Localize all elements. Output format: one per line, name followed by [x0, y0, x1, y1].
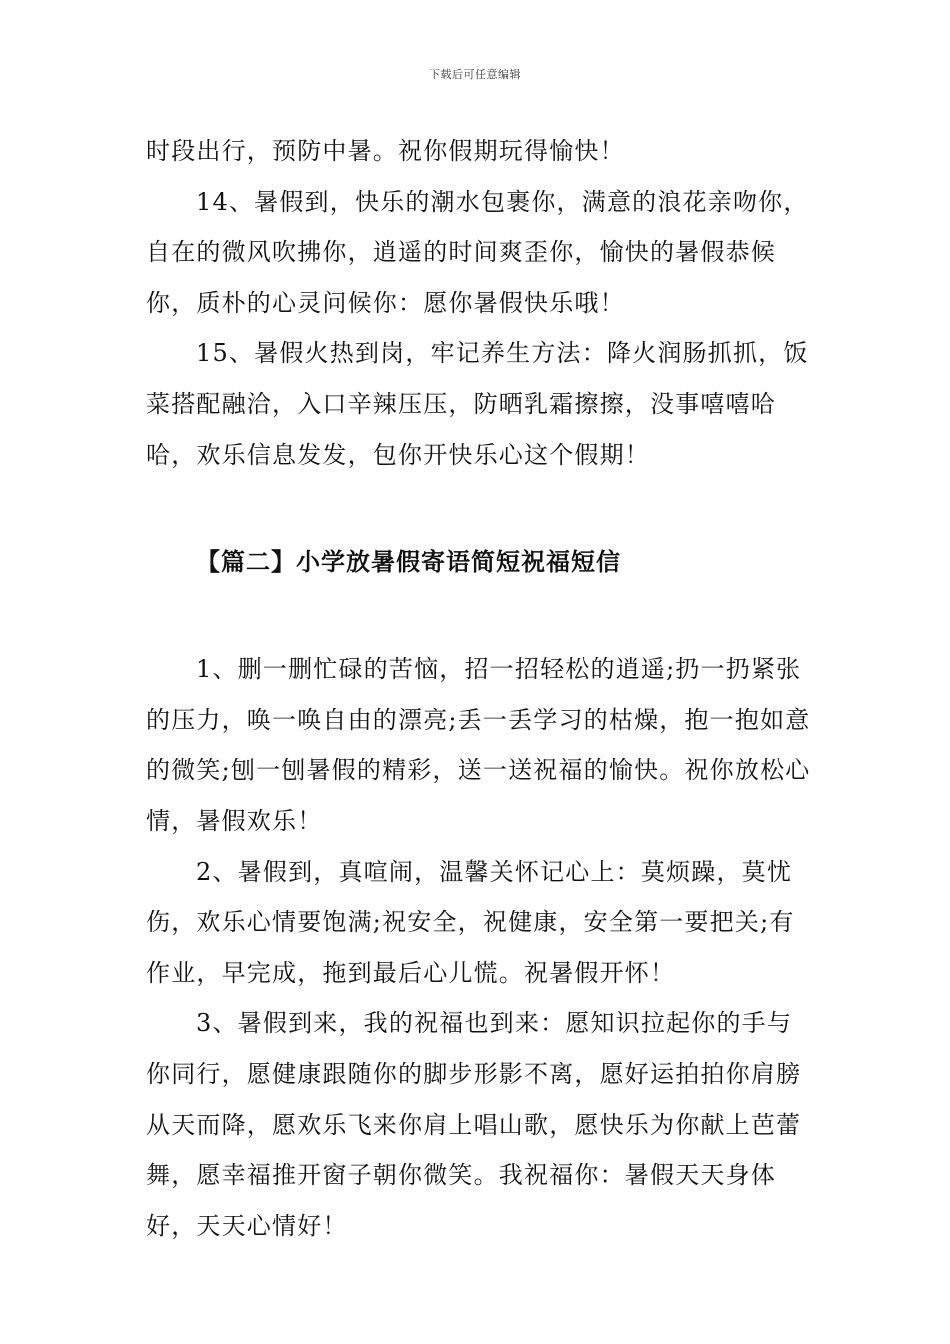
- paragraph-continuation: 时段出行，预防中暑。祝你假期玩得愉快！: [146, 137, 625, 165]
- paragraph-15: 15、暑假火热到岗，牢记养生方法：降火润肠抓抓，饭菜搭配融洽，入口辛辣压压，防晒乳霜擦擦，没事嘻嘻哈哈，欢乐信息发发，包你开快乐心这个假期！: [146, 339, 809, 469]
- document-body: [146, 126, 814, 1251]
- page-header-note: 下载后可任意编辑: [429, 68, 521, 81]
- section-title-part2: 【篇二】小学放暑假寄语简短祝福短信: [196, 547, 621, 577]
- paragraph-3: 3、暑假到来，我的祝福也到来：愿知识拉起你的手与你同行，愿健康跟随你的脚步形影不离，愿好运拍拍你肩膀从天而降，愿欢乐飞来你肩上唱山歌，愿快乐为你献上芭蕾舞，愿幸福推开窗子朝你微笑。我祝福你：暑假天天身体好，天天心情好！: [146, 1009, 802, 1240]
- paragraph-2: 2、暑假到，真喧闹，温馨关怀记心上：莫烦躁，莫忧伤，欢乐心情要饱满;祝安全，祝健康，安全第一要把关;有作业，早完成，拖到最后心儿慌。祝暑假开怀！: [146, 857, 795, 987]
- paragraph-14: 14、暑假到，快乐的潮水包裹你，满意的浪花亲吻你，自在的微风吹拂你，逍遥的时间爽歪你，愉快的暑假恭候你，质朴的心灵问候你：愿你暑假快乐哦！: [146, 187, 809, 317]
- paragraph-1: 1、删一删忙碌的苦恼，招一招轻松的逍遥;扔一扔紧张的压力，唤一唤自由的漂亮;丢一丢学习的枯燥，抱一抱如意的微笑;刨一刨暑假的精彩，送一送祝福的愉快。祝你放松心情，暑假欢乐！: [146, 655, 811, 835]
